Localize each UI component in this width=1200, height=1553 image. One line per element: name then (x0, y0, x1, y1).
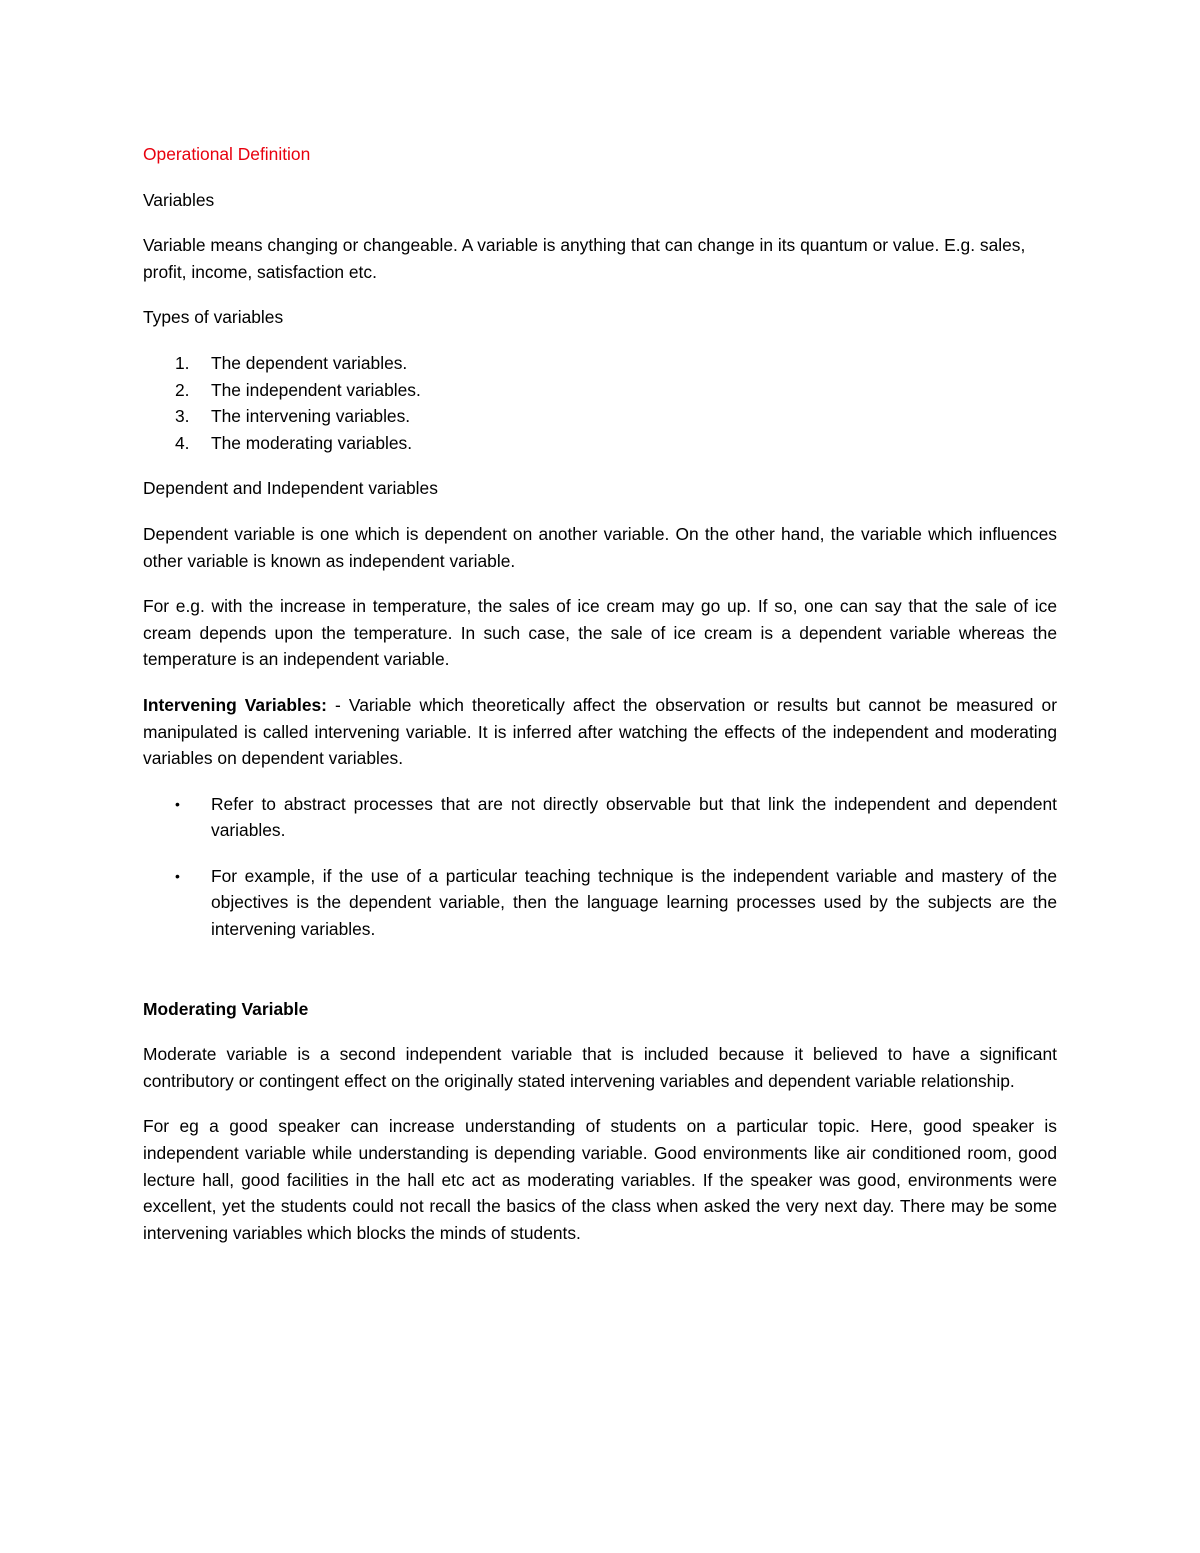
bullet-text: For example, if the use of a particular teaching technique is the independent variable and mastery of the objectives is the dependent variable, then the language learning processes used by the subjects are the intervening variables. (211, 865, 1057, 940)
intervening-text: - Variable which theoretically affect the observation or results but cannot be measured or manipulated is called intervening variable. It is inferred after watching the effects of the independent and moderating variables on dependent variables. (143, 694, 1057, 769)
moderating-heading: Moderating Variable (143, 998, 309, 1019)
types-heading: Types of variables (143, 307, 284, 328)
list-number: 1. (175, 352, 190, 373)
bullet-item (143, 791, 1057, 844)
list-number: 2. (175, 379, 190, 400)
list-item (143, 377, 1057, 404)
list-item (143, 350, 1057, 377)
list-number: 3. (175, 406, 190, 427)
bullet-icon: • (175, 867, 180, 884)
types-list (143, 350, 1057, 456)
document-title: Operational Definition (143, 144, 311, 164)
intervening-bullets (143, 791, 1057, 943)
list-number: 4. (175, 432, 190, 453)
moderating-example: For eg a good speaker can increase understanding of students on a particular topic. Here, good speaker is independent variable while understanding is depending variable. Good environments like air conditioned room, good lecture hall, good facilities in the hall etc act as moderating variables. If the speaker was good, environments were excellent, yet the students could not recall the basics of the class when asked the very next day. There may be some intervening variables which blocks the minds of students. (143, 1116, 1057, 1243)
dep-indep-definition: Dependent variable is one which is dependent on another variable. On the other hand, the variable which influences other variable is known as independent variable. (143, 523, 1057, 571)
list-item-text: The dependent variables. (211, 352, 408, 373)
dep-indep-heading: Dependent and Independent variables (143, 478, 438, 499)
intervening-label: Intervening Variables: (143, 694, 327, 715)
bullet-text: Refer to abstract processes that are not directly observable but that link the independent and dependent variables. (211, 793, 1057, 841)
list-item-text: The independent variables. (211, 379, 421, 400)
document-body (143, 141, 1057, 1246)
bullet-icon: • (175, 795, 180, 812)
bullet-item (143, 863, 1057, 943)
list-item-text: The intervening variables. (211, 406, 411, 427)
variables-heading: Variables (143, 189, 215, 210)
list-item-text: The moderating variables. (211, 432, 413, 453)
list-item (143, 403, 1057, 430)
dep-indep-example: For e.g. with the increase in temperature, the sales of ice cream may go up. If so, one can say that the sale of ice cream depends upon the temperature. In such case, the sale of ice cream is a dependent variable whereas the temperature is an independent variable. (143, 596, 1057, 670)
intervening-paragraph (143, 692, 1057, 772)
section-spacer (143, 962, 1057, 996)
variables-definition: Variable means changing or changeable. A variable is anything that can change in its quantum or value. E.g. sales, profit, income, satisfaction etc. (143, 235, 1026, 282)
moderating-definition: Moderate variable is a second independent variable that is included because it believed to have a significant contributory or contingent effect on the originally stated intervening variables and dependent variable relationship. (143, 1044, 1057, 1091)
list-item (143, 430, 1057, 457)
